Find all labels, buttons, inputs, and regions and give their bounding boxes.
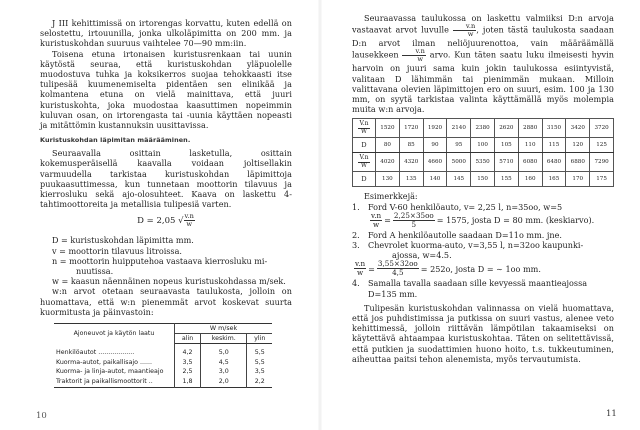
fraction (402, 48, 425, 63)
example-text: Ford V-60 henkilöauto, v= 2,25 l, n=35oo, w=5 (368, 201, 563, 212)
cell: 140 (423, 172, 447, 187)
row-label: Henkilöautot .................. (54, 344, 175, 358)
section-heading: Kuristuskohdan läpimitan määrääminen. (40, 136, 191, 145)
cell: 160 (518, 172, 542, 187)
fraction (393, 212, 435, 229)
fraction (377, 260, 419, 277)
table-row (54, 358, 272, 368)
cell: 130 (376, 172, 400, 187)
fraction-numerator: v.n (402, 48, 425, 56)
formula-denominator: w (186, 220, 193, 229)
definition-text: n = moottorin huipputehoa vastaava kierrosluku mi- (52, 255, 268, 266)
page-number-right: 11 (606, 409, 617, 419)
velocity-table (54, 323, 272, 388)
cell: 2620 (494, 119, 518, 138)
table-row-ratio (353, 119, 614, 138)
example-number: 1. (352, 201, 360, 212)
calculation: $\frac{v.n}{w}$ = $\frac{3,55\times 32oo}{4,5}$ = 252o, josta D = ∼ 1oo mm. (355, 259, 541, 278)
example-text-line: Samalla tavalla saadaan sille kevyessä maantieajossa (368, 278, 588, 289)
row-header-denominator: W (360, 127, 368, 135)
cell: 2,0 (201, 377, 247, 388)
cell: 1720 (399, 119, 423, 138)
fraction-denominator: w (372, 219, 380, 229)
example-text: Ford A henkilöautolle saadaan D=11o mm. jne. (368, 229, 562, 240)
cell: 85 (399, 138, 423, 153)
cell: 1,8 (175, 377, 201, 388)
definition-continuation: nuutissa. (76, 266, 114, 277)
cell: 6080 (518, 153, 542, 172)
cell: 80 (376, 138, 400, 153)
fraction-denominator: w (356, 268, 364, 278)
definition-text: w = kaasun näennäinen nopeus kuristuskohdassa m/sek. (52, 276, 286, 287)
paragraph: Seuraavalla osittain lasketulla, osittain kokemusperäisellä kaavalla voidaan joltisellakin varmuudella tarkistaa kuristuskohdan läpimittoja puukaasuttimessa, kun tunnetaan moottorin tilavuus ja kierrosluku sekä ajo-olosuhteet. Kaava on laskettu 4-tahtimoottoreita ja metallisia tulipesiä varten. (40, 148, 292, 210)
fraction-numerator: v.n (371, 210, 382, 220)
example-number: 2. (352, 229, 360, 240)
row-header-numerator: V.n (359, 154, 369, 162)
cell: 5000 (447, 153, 471, 172)
fraction-numerator: v.n (355, 259, 366, 269)
row-label: Kuorma- ja linja-autot, maantieajo (54, 367, 175, 377)
fraction (370, 212, 382, 229)
cell: 135 (399, 172, 423, 187)
cell: 1920 (423, 119, 447, 138)
cell: 125 (590, 138, 614, 153)
table-row-diameter (353, 138, 614, 153)
example-number: 3. (352, 240, 360, 251)
cell: 3150 (542, 119, 566, 138)
table-row (54, 367, 272, 377)
definition-item (52, 276, 292, 286)
intro-text: arvo. Kun täten saatu luku ilmeisesti hyvin harvoin on juuri sama kuin jokin taulukossa esiintyvistä, valitaan D lähimmän tai pienimmän mukaan. Milloin valittavana olevien läpimittojen ero on suuri, esim. 100 ja 130 mm, on syytä tarkistaa valinta käyttämällä myös molempia muita w:n arvoja. (352, 49, 614, 115)
table-row-ratio (353, 153, 614, 172)
cell: 4660 (423, 153, 447, 172)
calculation-result: = 1575, josta D = 80 mm. (keskiarvo). (436, 215, 595, 226)
cell: 150 (471, 172, 495, 187)
row-header-numerator: V.n (359, 120, 369, 128)
cell: 5350 (471, 153, 495, 172)
cell: 95 (447, 138, 471, 153)
cell: 105 (494, 138, 518, 153)
fraction-denominator: 5 (411, 219, 417, 229)
cell: 4020 (376, 153, 400, 172)
row-header (353, 153, 376, 172)
fraction (453, 23, 476, 38)
cell: 2,2 (247, 377, 272, 388)
closing-paragraph: Tulipesän kuristuskohdan valinnassa on vielä huomattava, että jos puhdistimissa ja putkissa on suuri vastus, alenee veto kehittimessä, jolloin riittävän lämpötilan takaamiseksi on käytettävä ahtaampaa kuristuskohtaa. Täten on selitettävissä, että putkien ja suodattimien huono hoito, t.s. tukkeutuminen, aiheuttaa paitsi tehon alenemista, myös tervautumista. (352, 302, 614, 364)
sub-header: ylin (247, 334, 272, 344)
fraction-numerator: 3,55×32oo (377, 259, 418, 269)
cell: 165 (542, 172, 566, 187)
cell: 2880 (518, 119, 542, 138)
cell: 115 (542, 138, 566, 153)
calculation-result: = 252o, josta D = ∼ 1oo mm. (420, 263, 541, 274)
definition-text: D = kuristuskohdan läpimitta mm. (52, 235, 194, 246)
cell: 5,0 (201, 344, 247, 358)
cell: 2140 (447, 119, 471, 138)
cell: 7290 (590, 153, 614, 172)
right-page (322, 0, 640, 430)
table-row (54, 377, 272, 388)
fraction-numerator: v.n (453, 23, 476, 31)
sub-header: alin (175, 334, 201, 344)
row-label: Traktorit ja paikallismoottorit .. (54, 377, 175, 388)
examples-title: Esimerkkejä: (364, 191, 418, 202)
example-number: 4. (352, 278, 360, 289)
example-item (352, 278, 614, 298)
example-text-continuation: D=135 mm. (368, 288, 418, 299)
table-row-diameter (353, 172, 614, 187)
sqrt-icon: √ (178, 216, 184, 227)
cell: 110 (518, 138, 542, 153)
examples-section (352, 191, 614, 298)
left-page (0, 0, 318, 430)
fraction-denominator: w (417, 55, 424, 64)
cell: 6480 (542, 153, 566, 172)
definition-text: v = moottorin tilavuus litroissa. (52, 245, 182, 256)
intro-text: Seuraavassa taulukossa on laskettu valmiiksi D:n arvoja vastaavat arvot luvulle (352, 13, 614, 35)
row-header (353, 119, 376, 138)
cell: 120 (566, 138, 590, 153)
definition-item (52, 235, 292, 245)
example-item (352, 202, 614, 212)
row-header-denominator: W (360, 161, 368, 169)
paragraph: J III kehittimissä on irtorengas korvattu, kuten edellä on selostettu, irtouunilla, jonka ulkoläpimitta on 200 mm. ja kuristuskohdan suuruus vaihtelee 70—90 mm:iin. (40, 18, 292, 49)
cell: 1520 (376, 119, 400, 138)
cell: 3,0 (201, 367, 247, 377)
fraction (354, 260, 366, 277)
cell: 2380 (471, 119, 495, 138)
fraction-numerator: 2,25×35oo (393, 210, 434, 220)
formula-numerator: v.n (184, 212, 194, 221)
paragraph: Toisena etuna irtonaisen kuristusrenkaan tai uunin käytöstä seuraa, että kuristuskohdan yläpuolelle muodostuva tuhka ja koksikerros suojaa tehokkaasti itse tulipesää kuumenemiselta pidentäen sen elinikää ja kolmantena etuna on vielä mainittava, että juuri kuristuskohta, joka muodostaa kaasuttimen nopeimmin kuluvan osan, on irtorengasta tai -uunia käyttäen nopeasti ja mitättömin kustannuksin uusittavissa. (40, 48, 292, 131)
row-header: D (353, 172, 376, 187)
cell: 155 (494, 172, 518, 187)
cell: 2,5 (175, 367, 201, 377)
formula-fraction (184, 213, 195, 228)
fraction-denominator: 4,5 (392, 268, 404, 278)
cell: 100 (471, 138, 495, 153)
main-formula (40, 213, 292, 231)
intro-paragraph (352, 13, 614, 114)
row-label: Kuorma-autot, paikallisajo ...... (54, 358, 175, 368)
sub-header: keskim. (201, 334, 247, 344)
cell: 3,5 (247, 367, 272, 377)
example-item (352, 240, 614, 260)
cell: 5710 (494, 153, 518, 172)
cell: 3420 (566, 119, 590, 138)
example-text (368, 240, 614, 260)
cell: 3720 (590, 119, 614, 138)
definition-item (52, 246, 292, 256)
page-number-left: 10 (36, 411, 47, 421)
cell: 170 (566, 172, 590, 187)
cell: 4,5 (201, 358, 247, 368)
example-text (368, 278, 614, 298)
cell: 4,2 (175, 344, 201, 358)
row-header: D (353, 138, 376, 153)
cell: 6880 (566, 153, 590, 172)
cell: 145 (447, 172, 471, 187)
formula-lhs: D = 2,05 (137, 216, 176, 227)
cell: 175 (590, 172, 614, 187)
column-header: Ajoneuvot ja käytön laatu (54, 324, 175, 344)
fraction-denominator: w (467, 30, 474, 39)
intro-text: , joten tästä taulukosta saadaan D:n arvot ilman neliöjuurenottoa, vain määräämällä lausekkeen (352, 24, 614, 60)
definitions-list (52, 235, 292, 286)
example-text-continuation: ajossa, w=4.5. (392, 250, 452, 261)
table-row (54, 344, 272, 358)
cell: 3,5 (175, 358, 201, 368)
cell: 5,5 (247, 358, 272, 368)
cell: 4320 (399, 153, 423, 172)
example-text-line: Chevrolet kuorma-auto, v=3,55 l, n=32oo kaupunki- (368, 240, 584, 251)
group-header: W m/sek (175, 324, 273, 334)
definition-item (52, 256, 292, 276)
cell: 5,5 (247, 344, 272, 358)
cell: 90 (423, 138, 447, 153)
paragraph: w:n arvot otetaan seuraavasta taulukosta, jolloin on huomattava, että w:n pienemmät arvot koskevat suurta kuormitusta ja päinvastoin: (40, 286, 292, 317)
example-item (352, 230, 614, 240)
diameter-table (352, 118, 614, 187)
calculation: $\frac{v.n}{w}$ = $\frac{2,25\times 35oo}{5}$ = 1575, josta D = 80 mm. (keskiarvo). (371, 210, 595, 229)
